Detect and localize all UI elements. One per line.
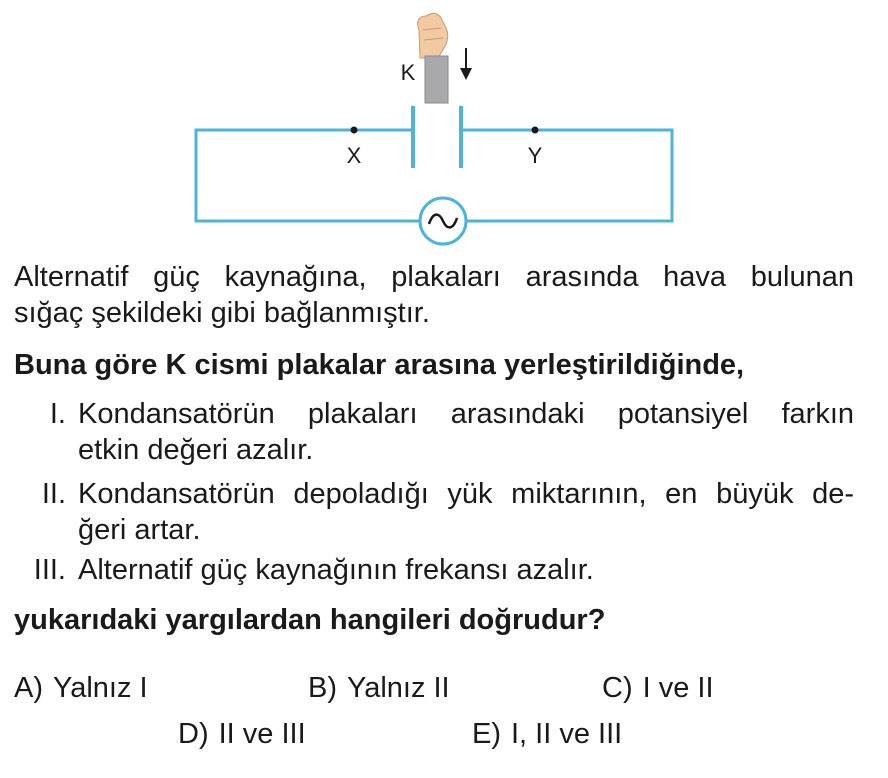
option-b-letter: B) [308,672,337,704]
point-x-dot [351,127,358,134]
option-b-text: Yalnız II [347,672,450,704]
point-x-label: X [346,143,362,168]
option-a[interactable] [14,671,148,705]
down-arrow-icon [460,48,472,80]
point-y-dot [532,127,539,134]
option-b[interactable] [308,671,450,705]
statement-3-numeral: III. [33,554,66,586]
statement-2-line-2: ğeri artar. [78,514,201,546]
ac-source-icon [420,198,466,244]
option-c[interactable] [602,671,714,705]
statement-3-line-1: Alternatif güç kaynağının frekansı azalır. [78,554,594,586]
option-e-text: I, II ve III [511,718,623,750]
option-a-letter: A) [14,672,43,704]
option-e[interactable] [472,717,622,751]
circuit-figure [0,0,888,260]
point-y-label: Y [527,143,543,168]
object-k-block [425,56,448,103]
option-c-text: I ve II [642,672,714,704]
option-d-letter: D) [178,718,209,750]
object-k-label: K [400,60,416,85]
question-intro-line-1: Alternatif güç kaynağına, plakaları arasında hava bulunan [14,261,854,293]
capacitor [413,106,461,168]
statement-1-line-2: etkin değeri azalır. [78,434,314,466]
option-d[interactable] [178,717,306,751]
statement-2-numeral: II. [41,478,66,510]
hand-holding-block-icon [418,13,448,103]
statement-1-numeral: I. [49,398,66,430]
option-d-text: II ve III [218,718,306,750]
question-intro-line-2: sığaç şekildeki gibi bağlanmıştır. [14,297,430,329]
question-prompt: yukarıdaki yargılardan hangileri doğrudur? [14,604,606,636]
statement-1-line-1: Kondansatörün plakaları arasındaki potansiyel farkın [78,398,854,430]
option-a-text: Yalnız I [53,672,148,704]
option-e-letter: E) [472,718,501,750]
question-condition: Buna göre K cismi plakalar arasına yerleştirildiğinde, [14,349,745,381]
statement-2-line-1: Kondansatörün depoladığı yük miktarının, en büyük de- [78,478,854,510]
option-c-letter: C) [602,672,633,704]
